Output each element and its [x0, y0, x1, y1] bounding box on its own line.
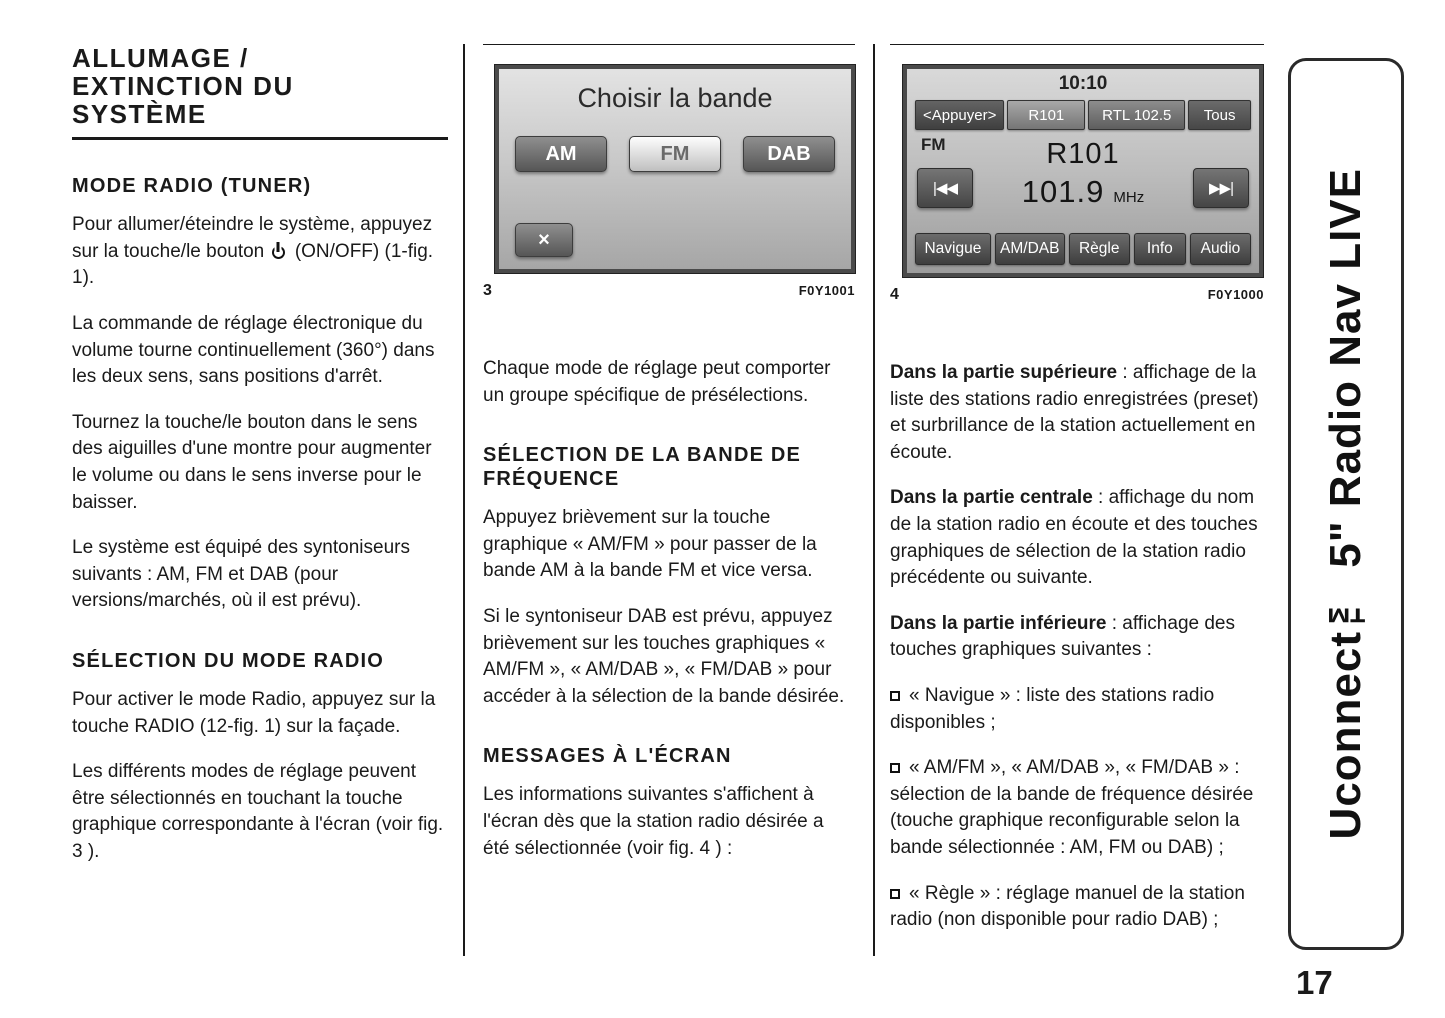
paragraph: [890, 611, 1264, 664]
regle-button[interactable]: Règle: [1069, 233, 1130, 265]
am-dab-button[interactable]: AM/DAB: [995, 233, 1065, 265]
bullet-item: [890, 683, 1264, 736]
next-station-button[interactable]: [1193, 168, 1249, 208]
paragraph: Le système est équipé des syntoniseurs suivants : AM, FM et DAB (pour versions/marchés, où il est prévu).: [72, 537, 410, 612]
paragraph: [890, 360, 1264, 466]
previous-station-button[interactable]: [917, 168, 973, 208]
paragraph-text: Pour allumer/éteindre le système, appuyez sur la touche/le bouton: [72, 214, 433, 262]
paragraph: Les informations suivantes s'affichent à l'écran dès que la station radio désirée a été sélectionnée (voir fig. 4 ) :: [483, 784, 824, 859]
band-buttons-row: [499, 136, 851, 172]
title-rule: [72, 137, 448, 140]
paragraph: Si le syntoniseur DAB est prévu, appuyez brièvement sur les touches graphiques « AM/FM », « AM/DAB », « FM/DAB » pour accéder à la sélection de la bande désirée.: [483, 605, 845, 707]
bullet-text: « Navigue » : liste des stations radio disponibles ;: [890, 684, 1215, 733]
close-button[interactable]: [515, 223, 573, 257]
page-number: 17: [1296, 964, 1333, 1001]
next-station-icon: ▶▶|: [1209, 180, 1233, 197]
figure-3-caption: [483, 282, 855, 300]
paragraph: Pour activer le mode Radio, appuyez sur la touche RADIO (12-fig. 1) sur la façade.: [72, 688, 436, 737]
bullet-item: [890, 881, 1264, 934]
figure-3-title: Choisir la bande: [577, 83, 773, 113]
close-icon: ×: [538, 228, 550, 251]
figure-code: F0Y1000: [1207, 287, 1264, 302]
paragraph: [72, 212, 448, 292]
bullet-square-icon: [890, 691, 900, 701]
preset-appuyer-button[interactable]: <Appuyer>: [915, 100, 1004, 130]
page-title-line: EXTINCTION DU: [72, 71, 294, 102]
bullet-text: « Règle » : réglage manuel de la station radio (non disponible pour radio DAB) ;: [890, 882, 1245, 931]
heading-mode-radio: MODE RADIO (TUNER): [72, 175, 312, 198]
paragraph-text: : affichage de la liste des stations radio enregistrées (preset) et surbrillance de la station actuellement en écoute.: [890, 362, 1259, 463]
info-button[interactable]: Info: [1134, 233, 1186, 265]
paragraph-lead: Dans la partie supérieure: [890, 362, 1118, 383]
navigue-button[interactable]: Navigue: [915, 233, 991, 265]
preset-tous-button[interactable]: Tous: [1188, 100, 1251, 130]
bottom-menu-row: [907, 229, 1259, 273]
figure-4-radio-screen: [903, 65, 1263, 277]
paragraph: [890, 485, 1264, 591]
paragraph-text: : affichage du nom de la station radio en écoute et des touches graphiques de sélection de la station radio précédente ou suivante.: [890, 487, 1258, 589]
paragraph-text: (ON/OFF) (1-fig. 1).: [72, 240, 434, 289]
page-title: [72, 44, 448, 128]
dab-button[interactable]: DAB: [743, 136, 835, 172]
figure-number: 4: [890, 286, 899, 303]
page-title-line: ALLUMAGE /: [72, 43, 249, 73]
paragraph: Tournez la touche/le bouton dans le sens des aiguilles d'une montre pour augmenter le volume ou dans le sens inverse pour le baisser.: [72, 411, 432, 513]
paragraph: Chaque mode de réglage peut comporter un groupe spécifique de présélections.: [483, 358, 831, 406]
chapter-side-tab: [1288, 58, 1404, 950]
paragraph-lead: Dans la partie inférieure: [890, 612, 1107, 634]
heading-band-selection: SÉLECTION DE LA BANDE DE FRÉQUENCE: [483, 444, 802, 491]
previous-station-icon: |◀◀: [933, 180, 957, 197]
figure-number: 3: [483, 282, 492, 299]
page-title-line: SYSTÈME: [72, 99, 207, 130]
bullet-square-icon: [890, 889, 900, 899]
heading-selection-mode: SÉLECTION DU MODE RADIO: [72, 649, 385, 672]
preset-row: [907, 95, 1259, 130]
middle-column: [483, 44, 855, 881]
figure-3-band-chooser: [495, 65, 855, 273]
column-divider: [873, 44, 875, 956]
preset-r101-button-active[interactable]: R101: [1007, 100, 1085, 130]
am-button[interactable]: AM: [515, 136, 607, 172]
frequency-value: 101.9: [1021, 174, 1105, 209]
heading-screen-messages: MESSAGES À L'ÉCRAN: [483, 745, 732, 768]
fm-button-selected[interactable]: FM: [629, 136, 721, 172]
left-column: [72, 44, 448, 885]
band-label: FM: [921, 135, 946, 154]
paragraph: Les différents modes de réglage peuvent être sélectionnés en touchant la touche graphique correspondante à l'écran (voir fig. 3 ).: [72, 761, 444, 862]
column-top-rule: [483, 44, 855, 45]
frequency-unit: MHz: [1113, 189, 1145, 206]
bullet-square-icon: [890, 763, 900, 773]
figure-code: F0Y1001: [798, 283, 855, 298]
column-divider: [463, 44, 465, 956]
station-name: R101: [1046, 138, 1120, 170]
paragraph-lead: Dans la partie centrale: [890, 487, 1093, 509]
paragraph: La commande de réglage électronique du volume tourne continuellement (360°) dans les deux sens, sans positions d'arrêt.: [72, 313, 435, 388]
bullet-item: [890, 755, 1264, 861]
right-column: [890, 44, 1264, 953]
figure-4-caption: [890, 286, 1264, 304]
bullet-text: « AM/FM », « AM/DAB », « FM/DAB » : sélection de la bande de fréquence désirée (touche graphique reconfigurable selon la bande sélectionnée : AM, FM ou DAB) ;: [890, 757, 1254, 858]
audio-button[interactable]: Audio: [1190, 233, 1251, 265]
paragraph: Appuyez brièvement sur la touche graphique « AM/FM » pour passer de la bande AM à la bande FM et vice versa.: [483, 507, 817, 582]
power-icon: [272, 246, 285, 259]
clock: 10:10: [1058, 73, 1108, 94]
station-area: [907, 130, 1259, 229]
chapter-side-tab-label: Uconnect™ 5" Radio Nav LIVE: [1321, 168, 1370, 840]
column-top-rule: [890, 44, 1264, 45]
paragraph-text: : affichage des touches graphiques suivantes :: [890, 612, 1235, 661]
preset-rtl-button[interactable]: RTL 102.5: [1088, 100, 1185, 130]
